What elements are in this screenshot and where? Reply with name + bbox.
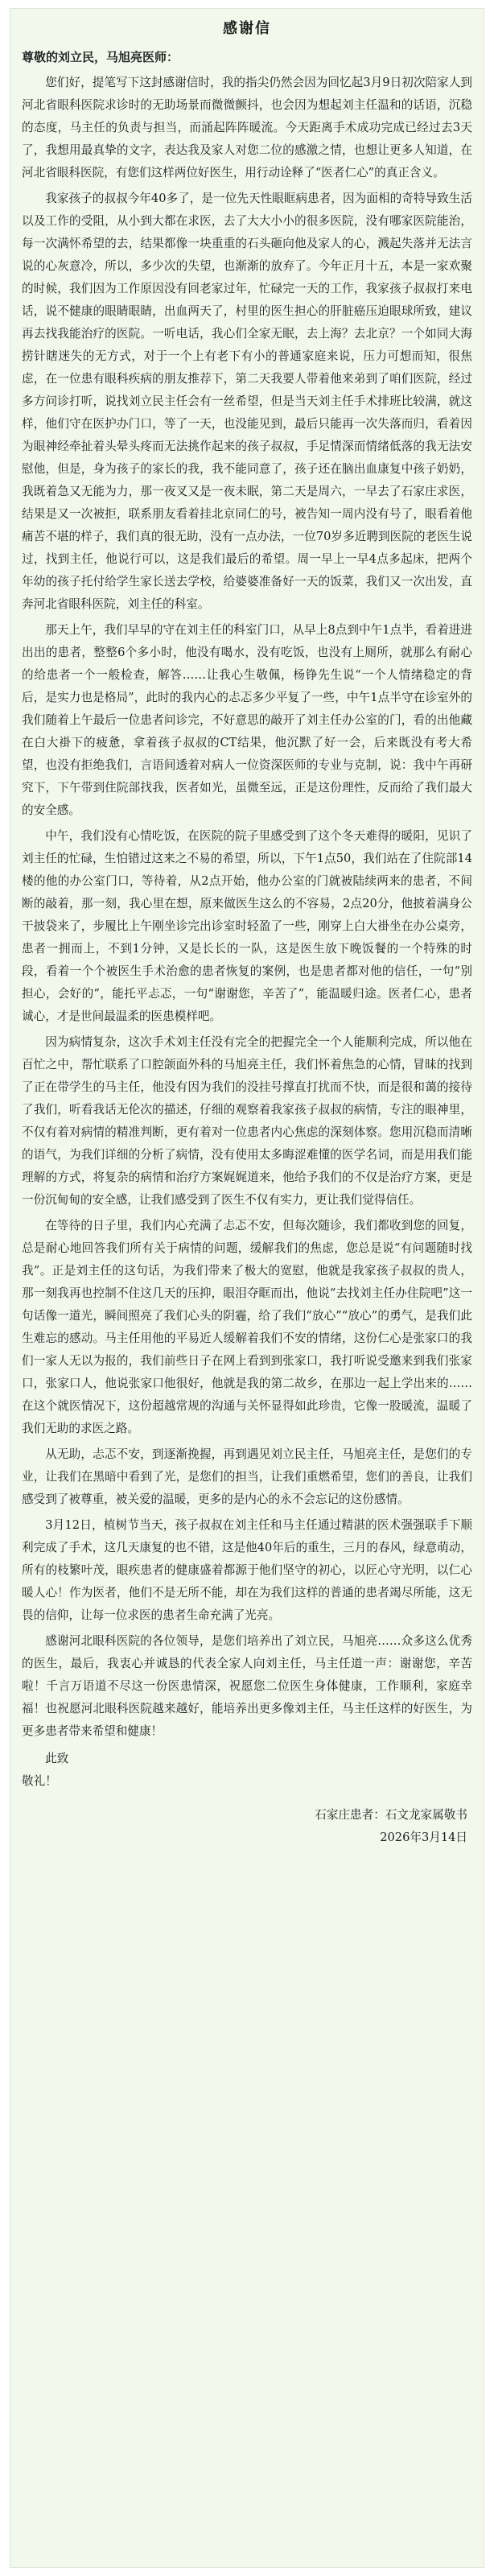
closing-regards: 敬礼！ <box>22 1774 57 1788</box>
closing-salute: 此致 <box>45 1752 69 1765</box>
letter-title: 感谢信 <box>223 20 271 37</box>
letter-body <box>22 72 472 1743</box>
letter-paragraph: 中午，我们没有心情吃饭，在医院的院子里感受到了这个冬天难得的暖阳，见识了刘主任的忙碌，生怕错过这来之不易的希望，所以，下午1点50，我们站在了住院部14楼的他的办公室门口，等待着，从2点开始，他办公室的门就被陆续两来的患者，不间断的敲着，那一刻，我心里在想，原来做医生这么的不容易，2点20分，他披着满身公干披袋来了，步履比上午刚坐诊完出诊室时轻盈了一些，刚穿上白大褂坐在办公桌旁，患者一拥而上，不到1分钟，又是长长的一队，这是医生放下晚饭餐的一个特殊的时段，看着一个个被医生手术治愈的患者恢复的案例，也是患者都对他的信任，一句“别担心，会好的”，能托平忐忑，一句“谢谢您，辛苦了”，能温暖归途。医者仁心，患者诚心，才是世间最温柔的医患模样吧。 <box>22 829 472 1023</box>
letter-paragraph: 因为病情复杂，这次手术刘主任没有完全的把握完全一个人能顺利完成，所以他在百忙之中，帮忙联系了口腔颌面外科的马旭亮主任，我们怀着焦急的心情，冒昧的找到了正在带学生的马主任，他没有因为我们的没挂号撑直打扰而不快，而是很和蔼的接待了我们，听看我话无伦次的描述，仔细的观察着我家孩子叔叔的病情，专注的眼神里，不仅有着对病情的精准判断，更有着对一位患者内心焦虑的深刻体察。您用沉稳而清晰的语气，为我们详细的分析了病情，没有使用太多晦涩难懂的医学名词，而是用我们能理解的方式，将复杂的病情和治疗方案娓娓道来，他给予我们的不仅是治疗方案，更是一份沉甸甸的安全感，让我们感受到了医生不仅有实力，更让我们觉得信任。 <box>22 1035 472 1207</box>
letter-paragraph: 您们好，提笔写下这封感谢信时，我的指尖仍然会因为回忆起3月9日初次陪家人到河北省眼科医院求诊时的无助场景而微微颤抖，也会因为想起刘主任温和的话语，沉稳的态度，马主任的负责与担当，而涌起阵阵暖流。今天距离手术成功完成已经过去3天了，我想用最真挚的文字，表达我及家人对您二位的感激之情，也想让更多人知道，在河北省眼科医院，有您们这样两位好医生，用行动诠释了“医者仁心”的真正含义。 <box>22 76 472 180</box>
letter-sheet <box>10 8 484 2568</box>
letter-paragraph: 从无助，忐忑不安，到逐渐挽握，再到遇见刘立民主任，马旭亮主任，是您们的专业，让我们在黑暗中看到了光，是您们的担当，让我们重燃希望，您们的善良，让我们感受到了被尊重，被关爱的温暖，更多的是内心的永不会忘记的这份感情。 <box>22 1447 472 1506</box>
letter-date: 2026年3月14日 <box>380 1831 467 1844</box>
letter-signature: 石家庄患者：石文龙家属敬书 <box>315 1808 467 1822</box>
letter-paragraph: 感谢河北眼科医院的各位领导，是您们培养出了刘立民，马旭亮……众多这么优秀的医生，最后，我衷心并诚恳的代表全家人向刘主任，马主任道一声：谢谢您，辛苦啦！千言万语道不尽这一份医患情深，祝愿您二位医生身体健康，工作顺利，家庭幸福！也祝愿河北眼科医院越来越好，能培养出更多像刘主任，马主任这样的好医生，为更多患者带来希望和健康！ <box>22 1634 472 1738</box>
letter-paragraph: 那天上午，我们早早的守在刘主任的科室门口，从早上8点到中午1点半，看着进进出出的患者，整整6个多小时，他没有喝水，没有吃饭，也没有上厕所，就那么有耐心的给患者一个一般检查，解答……让我心生敬佩，杨铮先生说“一个人情绪稳定的背后，是实力也是格局”，此时的我内心的忐忑多少平复了一些，中午1点半守在诊室外的我们随着上午最后一位患者问诊完，不好意思的敲开了刘主任办公室的门，看的出他藏在白大褂下的疲惫，拿着孩子叔叔的CT结果，他沉默了好一会，后来既没有考大希望，也没有拒绝我们，言语间透着对病人一位资深医师的专业与克制，说：我中午再研究下，下午带到住院部找我，医者如光，虽微至远，正是这份理性，反而给了我们最大的安全感。 <box>22 623 472 817</box>
letter-paragraph: 我家孩子的叔叔今年40多了，是一位先天性眼眶病患者，因为面相的奇特导致生活以及工作的受阻，从小到大都在求医，去了大大小小的很多医院，没有哪家医院能治，每一次满怀希望的去，结果都像一块重重的石头砸向他及家人的心，溅起失落并无法言说的心灰意冷，所以，多少次的失望，也渐渐的放弃了。今年正月十五，本是一家欢聚的时候，我们因为工作原因没有回老家过年，忙碌完一天的工作，我家孩子叔叔打来电话，说不健康的眼睛眼睛，出血两天了，村里的医生担心的肝脏癌压迫眼球所致，建议再去找我能治疗的医院。一听电话，我心们全家无眠，去上海？去北京？一个如同大海捞针瞎迷失的无方式，对于一个上有老下有小的普通家庭来说，压力可想而知，很焦虑，在一位患有眼科疾病的朋友推荐下，第二天我要人带着他来弟到了咱们医院，经过多方问诊打听，说找刘立民主任会有一丝希望，但是当天刘主任手术排班比较满，就这样，他们守在医护办门口，等了一天，也没能见到，最后只能再一次失落而归，看着因为眼神经牵扯着头晕头疼而无法挑作起来的孩子叔叔，手足情深而情绪低落的我无法安慰他，但是，身为孩子的家长的我，我不能同意了，孩子还在脑出血康复中孩子奶奶，我既着急又无能为力，那一夜叉又是一夜未眠，第二天是周六，一早去了石家庄求医，结果是又一次被拒，联系朋友看着挂北京同仁的号，被告知一周内没有号了，眼看着他痛苦不堪的样子，我们真的很无助，没有一点办法，一位70岁多近聘到医院的老医生说过，找到主任，他说行可以，这是我们最后的希望。周一早上一早4点多起床，把两个年幼的孩子托付给学生家长送去学校，给婆婆准备好一天的饭菜，我们又一次出发，直奔河北省眼科医院，刘主任的科室。 <box>22 192 472 611</box>
letter-paragraph: 在等待的日子里，我们内心充满了忐忑不安，但每次随诊，我们都收到您的回复，总是耐心地回答我们所有关于病情的问题，缓解我们的焦虑，您总是说“有问题随时找我”。正是刘主任的这句话，为我们带来了极大的宽慰，他就是我家孩子叔叔的贵人，那一刻我再也控制不住这几天的压抑，眼泪夺眶而出，他说“去找刘主任办住院吧”这一句话像一道光，瞬间照亮了我们心头的阴霾，给了我们“放心”“放心”的勇气，是我们此生难忘的感动。马主任用他的平易近人缓解着我们不安的情绪，这份仁心是张家口的我们一家人无以为报的，我们前些日子在网上看到到张家口，我打听说受邀来到我们张家口，张家口人，他说张家口他很好，他就是我的第二故乡，在那边一起上学出来的……在这个就医情况下，这份超越常规的沟通与关怀显得如此珍贵，它像一股暖流，温暖了我们无助的求医之路。 <box>22 1219 472 1435</box>
letter-paragraph: 3月12日，植树节当天，孩子叔叔在刘主任和马主任通过精湛的医术强强联手下顺利完成了手术，这几天康复的也不错，这是他40年后的重生，三月的春风，绿意萌动，所有的枝繁叶茂，眼疾患者的健康盛着都源于他们坚守的初心，以匠心守光明，以仁心暖人心！作为医者，他们不是无所不能，却在为我们这样的普通的患者竭尽所能，这无畏的信仰，让每一位求医的患者生命充满了光亮。 <box>22 1518 472 1622</box>
letter-salutation: 尊敬的刘立民，马旭亮医师： <box>22 50 179 64</box>
